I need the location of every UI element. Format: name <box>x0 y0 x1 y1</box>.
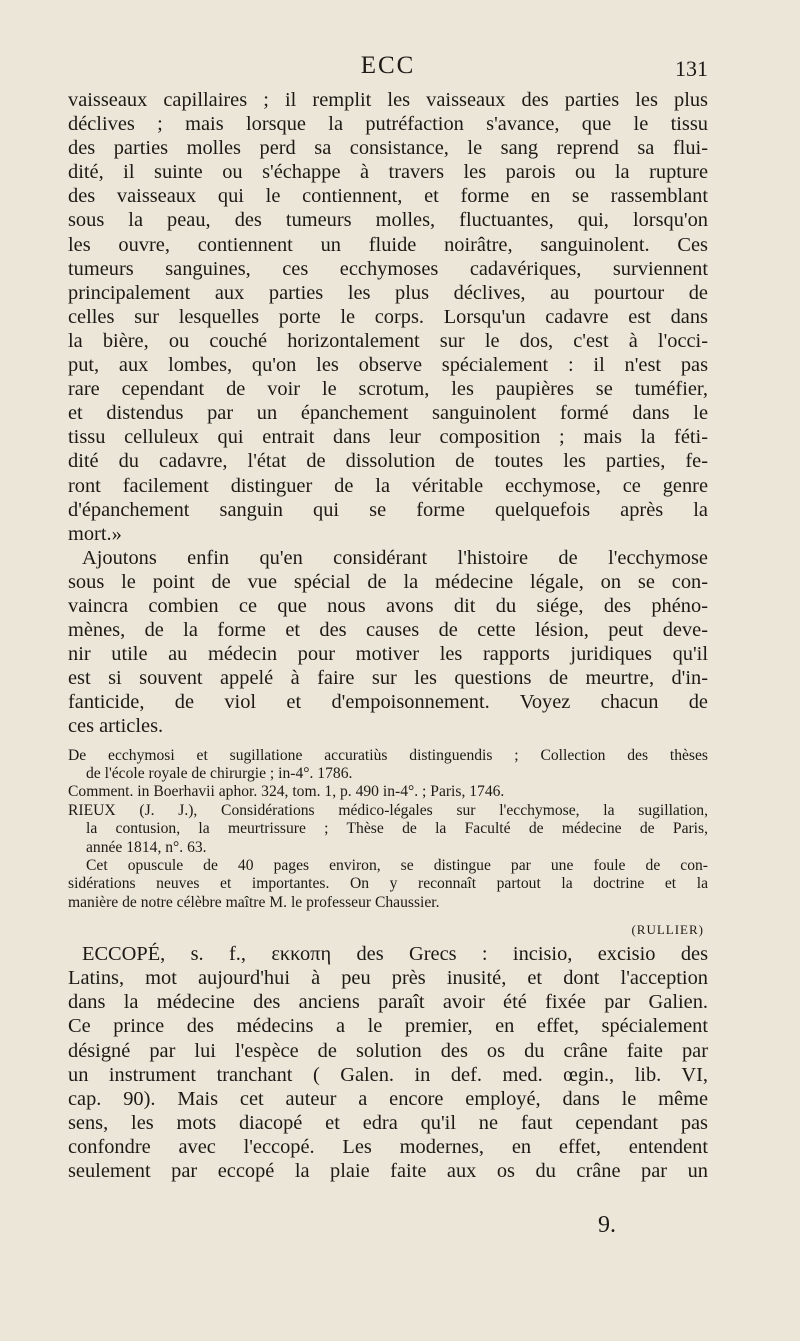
page-number: 131 <box>675 56 708 81</box>
text-line: sous le point de vue spécial de la médecine légale, on se con- <box>68 570 708 593</box>
text-line: confondre avec l'eccopé. Les modernes, en effet, entendent <box>68 1135 708 1158</box>
text-line: celles sur lesquelles porte le corps. Lorsqu'un cadavre est dans <box>68 305 708 328</box>
text-line: ECCOPÉ, s. f., εκκοπη des Grecs : incisio, excisio des <box>82 943 708 966</box>
bibliography-note-line: sidérations neuves et importantes. On y reconnaît partout la doctrine et la <box>68 875 708 893</box>
bibliography-note-line: manière de notre célèbre maître M. le professeur Chaussier. <box>68 893 440 911</box>
bibliography-line: de l'école royale de chirurgie ; in-4°. 1786. <box>86 764 353 782</box>
text-line: principalement aux parties les plus déclives, au pourtour de <box>68 281 708 304</box>
bibliography-line: Comment. in Boerhavii aphor. 324, tom. 1, p. 490 in-4°. ; Paris, 1746. <box>68 783 505 801</box>
text-line: et distendus par un épanchement sanguinolent formé dans le <box>68 402 708 425</box>
text-line: désigné par lui l'espèce de solution des os du crâne faite par <box>68 1039 708 1062</box>
text-line: déclives ; mais lorsque la putréfaction s'avance, que le tissu <box>68 113 708 136</box>
text-line: les ouvre, contiennent un fluide noirâtre, sanguinolent. Ces <box>68 233 708 256</box>
text-block <box>68 88 708 1183</box>
bibliography-line: la contusion, la meurtrissure ; Thèse de la Faculté de médecine de Paris, <box>86 820 708 838</box>
running-head: ECC <box>360 52 416 79</box>
text-line: fanticide, de viol et d'empoisonnement. Voyez chacun de <box>68 691 708 714</box>
text-line: rare cependant de voir le scrotum, les paupières se tuméfier, <box>68 378 708 401</box>
text-line: mènes, de la forme et des causes de cette lésion, peut deve- <box>68 619 708 642</box>
text-line: dité du cadavre, l'état de dissolution de toutes les parties, fe- <box>68 450 708 473</box>
bibliography-line: RIEUX (J. J.), Considérations médico-légales sur l'ecchymose, la sugillation, <box>68 801 708 819</box>
text-line: est si souvent appelé à faire sur les questions de meurtre, d'in- <box>68 667 708 690</box>
text-line: vaisseaux capillaires ; il remplit les vaisseaux des parties les plus <box>68 89 708 111</box>
paragraph-conclusion <box>68 546 708 739</box>
bibliography <box>68 747 708 913</box>
main-text <box>68 88 708 739</box>
signature-mark: 9. <box>598 1212 616 1238</box>
bibliography-line: De ecchymosi et sugillatione accuratiùs distinguendis ; Collection des thèses <box>68 746 708 764</box>
text-line: sous la peau, des tumeurs molles, fluctuantes, qui, lorsqu'on <box>68 209 708 232</box>
page-header <box>68 52 708 86</box>
text-line: put, aux lombes, qu'on les observe spécialement : il n'est pas <box>68 354 708 377</box>
text-line: Latins, mot aujourd'hui à peu près inusité, et dont l'acception <box>68 967 708 990</box>
text-line: d'épanchement sanguin qui se forme quelquefois après la <box>68 498 708 521</box>
text-line: tumeurs sanguines, ces ecchymoses cadavériques, surviennent <box>68 257 708 280</box>
bibliography-line: année 1814, n°. 63. <box>86 838 207 856</box>
text-line: Ajoutons enfin qu'en considérant l'histoire de l'ecchymose <box>82 546 708 569</box>
dictionary-entry-eccope <box>68 942 708 1183</box>
text-line: sens, les mots diacopé et edra qu'il ne faut cependant pas <box>68 1111 708 1134</box>
author-signature: (RULLIER) <box>631 922 704 938</box>
text-line: un instrument tranchant ( Galen. in def. med. œgin., lib. VI, <box>68 1063 708 1086</box>
text-line: nir utile au médecin pour motiver les rapports juridiques qu'il <box>68 643 708 666</box>
text-line: ront facilement distinguer de la véritable ecchymose, ce genre <box>68 474 708 497</box>
text-line: dité, il suinte ou s'échappe à travers les parois ou la rupture <box>68 161 708 184</box>
text-line: vaincra combien ce que nous avons dit du siége, des phéno- <box>68 594 708 617</box>
text-line: ces articles. <box>68 715 164 738</box>
paragraph-continuation <box>68 88 708 546</box>
text-line: seulement par eccopé la plaie faite aux os du crâne par un <box>68 1160 708 1183</box>
text-line: Ce prince des médecins a le premier, en effet, spécialement <box>68 1015 708 1038</box>
text-line: des vaisseaux qui le contiennent, et forme en se rassemblant <box>68 185 708 208</box>
bibliography-note-line: Cet opuscule de 40 pages environ, se distingue par une foule de con- <box>86 856 708 874</box>
text-line: la bière, ou couché horizontalement sur le dos, c'est à l'occi- <box>68 329 708 352</box>
text-line: dans la médecine des anciens paraît avoir été fixée par Galien. <box>68 991 708 1014</box>
text-line: mort.» <box>68 522 122 545</box>
text-line: cap. 90). Mais cet auteur a encore employé, dans le même <box>68 1087 708 1110</box>
text-line: des parties molles perd sa consistance, le sang reprend sa flui- <box>68 137 708 160</box>
text-line: tissu celluleux qui entrait dans leur composition ; mais la féti- <box>68 426 708 449</box>
